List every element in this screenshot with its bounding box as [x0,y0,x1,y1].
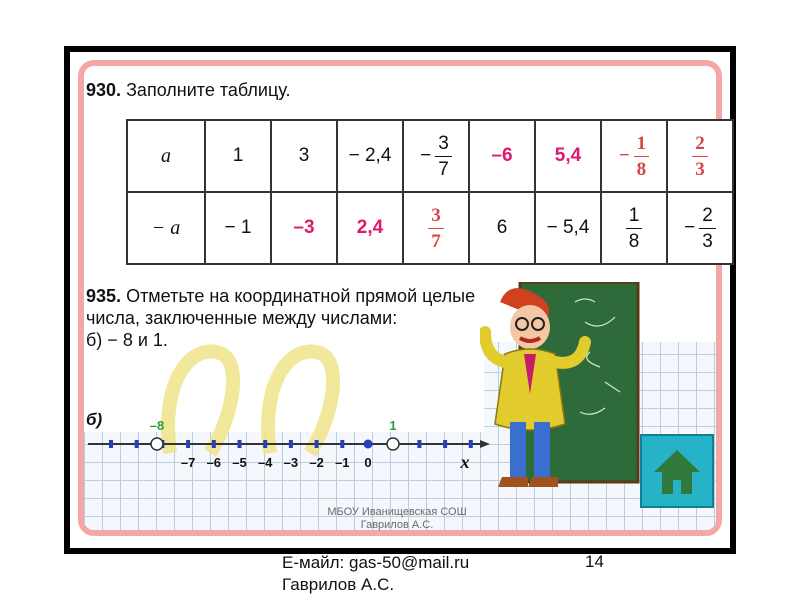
number-line-tick [263,440,267,448]
origin-dot [364,440,373,449]
number-line-tick [289,440,293,448]
right-endpoint-label: 1 [389,418,397,433]
table-row-neg-a [127,192,733,264]
table-neg-a-cell: − 5,4 [535,192,601,264]
number-line-tick [315,440,319,448]
table-a-cell: –6 [469,120,535,192]
footer [282,552,469,596]
task-930-heading [86,80,290,101]
fraction-numerator: 3 [438,132,449,154]
number-line-tick [109,440,113,448]
number-line-tick [186,440,190,448]
fraction [692,134,708,179]
watermark-author: Гаврилов А.С. [360,519,434,531]
number-line-tick [212,440,216,448]
task-935-text: Отметьте на координатной прямой целые числа, заключенные между числами: [86,286,476,328]
table-a-cell [601,120,667,192]
row-header-neg-a: − a [127,192,205,264]
task-935-number: 935. [86,286,122,306]
fraction-sign: − [684,217,696,238]
table-neg-a-cell: –3 [271,192,337,264]
fraction-sign: − [618,145,630,166]
table-a-cell: 5,4 [535,120,601,192]
answer-table [126,119,734,265]
origin-label: 0 [364,455,372,470]
teacher-illustration [480,282,640,492]
number-line-tick [469,440,473,448]
table-neg-a-cell: − 1 [205,192,271,264]
number-line-tick [238,440,242,448]
number-line-tick-label: –1 [335,455,350,470]
number-line-tick-label: –2 [309,455,324,470]
watermark [312,506,482,532]
fraction-denominator: 3 [699,228,716,251]
table-neg-a-cell [601,192,667,264]
table-neg-a-cell: 6 [469,192,535,264]
table-a-cell: 1 [205,120,271,192]
number-line-tick-label: –7 [180,455,196,470]
right-endpoint-open-circle [387,438,399,450]
row-header-a: a [127,120,205,192]
fraction [634,134,650,179]
watermark-school: МБОУ Иванищевская СОШ [327,506,467,518]
fraction-denominator: 8 [634,156,650,179]
task-930-number: 930. [86,80,122,100]
number-line-tick-label: –5 [232,455,247,470]
number-line-tick [340,440,344,448]
fraction-denominator: 7 [428,228,444,251]
number-line-tick-label: –6 [206,455,222,470]
fraction-numerator: 1 [628,204,640,226]
fraction-numerator: 3 [431,204,441,226]
footer-author: Гаврилов А.С. [282,575,395,594]
number-line-tick-labels [181,455,350,470]
footer-email: Е-майл: gas-50@mail.ru [282,553,470,572]
left-endpoint-label: –8 [149,418,165,433]
table-neg-a-cell [667,192,733,264]
table-neg-a-cell: 2,4 [337,192,403,264]
task-930-text: Заполните таблицу. [126,80,291,100]
home-button[interactable] [640,434,714,508]
fraction [699,206,716,251]
home-icon [642,436,712,506]
table-a-cell [667,120,733,192]
fraction-denominator: 8 [626,228,643,251]
table-neg-a-cell [403,192,469,264]
table-a-cell: 3 [271,120,337,192]
fraction [428,206,444,251]
number-line-tick [417,440,421,448]
fraction-numerator: 2 [702,204,713,226]
table-a-cell [403,120,469,192]
axis-name-label: x [460,452,470,472]
fraction [435,134,452,179]
fraction [626,206,643,251]
task-935-part: б) − 8 и 1. [86,330,168,350]
number-line-tick [135,440,139,448]
number-line-tick [443,440,447,448]
fraction-sign: − [420,145,432,166]
number-line-tick-label: –3 [283,455,299,470]
fraction-numerator: 1 [636,132,647,154]
left-endpoint-open-circle [151,438,163,450]
number-line [80,412,500,472]
fraction-numerator: 2 [695,132,705,154]
page-number: 14 [585,552,604,571]
number-line-tick-label: –4 [257,455,273,470]
number-line-label: б) [86,410,103,429]
table-row-a [127,120,733,192]
fraction-denominator: 3 [692,156,708,179]
fraction-denominator: 7 [435,156,452,179]
table-a-cell: − 2,4 [337,120,403,192]
